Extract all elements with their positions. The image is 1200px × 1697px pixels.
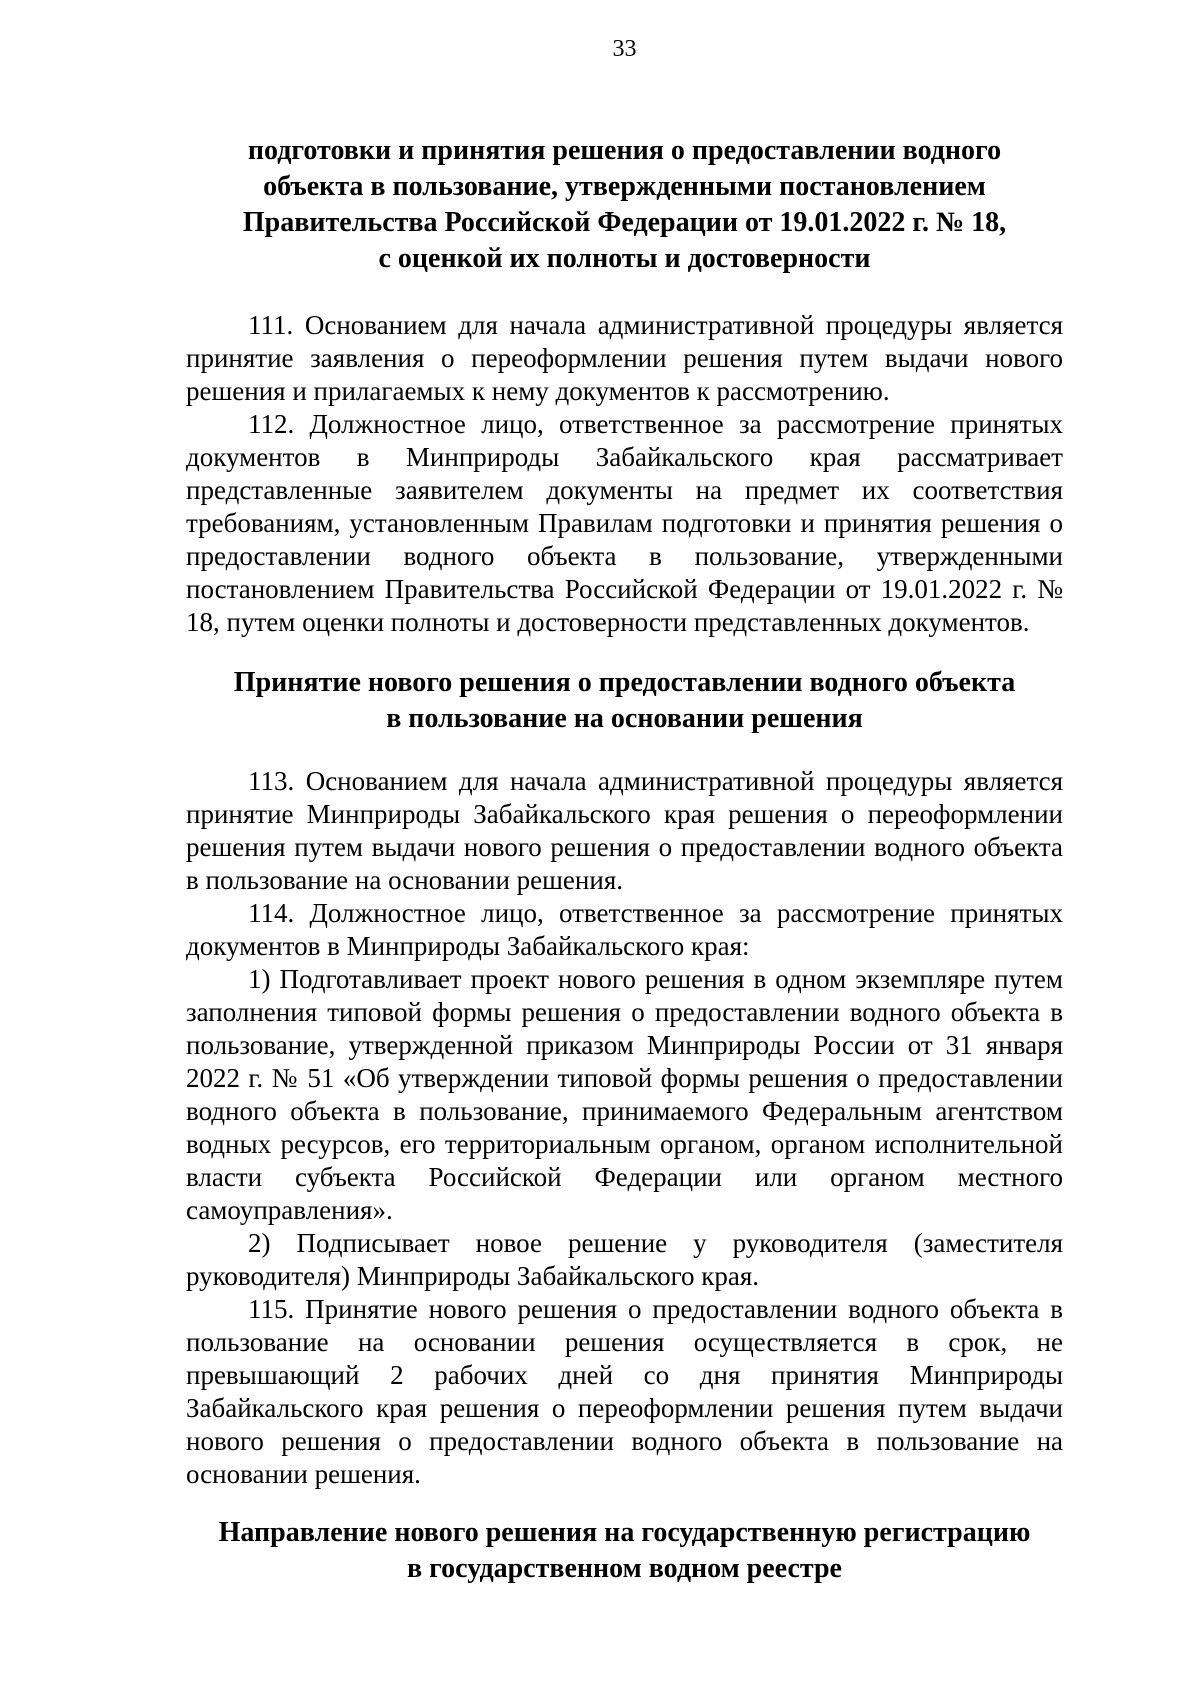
paragraph-113: 113. Основанием для начала административной процедуры является принятие Минприроды Забайкальского края решения о переоформлении решения путем выдачи нового решения о предоставлении водного объекта в пользование на основании решения. [186, 766, 1063, 895]
paragraph-114-item-2: 2) Подписывает новое решение у руководителя (заместителя руководителя) Минприроды Забайкальского края. [186, 1228, 1063, 1291]
section-heading-rules-continuation [186, 133, 1063, 277]
heading-line: с оценкой их полноты и достоверности [378, 243, 871, 274]
section-heading-new-decision [186, 665, 1063, 737]
page-number: 33 [612, 36, 637, 62]
paragraph-115: 115. Принятие нового решения о предоставлении водного объекта в пользование на основании решения осуществляется в срок, не превышающий 2 рабочих дней со дня принятия Минприроды Забайкальского края решения о переоформлении решения путем выдачи нового решения о предоставлении водного объекта в пользование на основании решения. [186, 1294, 1063, 1489]
heading-line: Принятие нового решения о предоставлении водного объекта [233, 667, 1016, 698]
paragraph-114: 114. Должностное лицо, ответственное за рассмотрение принятых документов в Минприроды Забайкальского края: [186, 898, 1063, 961]
heading-line: объекта в пользование, утвержденными постановлением [263, 171, 986, 202]
paragraph-111: 111. Основанием для начала административной процедуры является принятие заявления о переоформлении решения путем выдачи нового решения и прилагаемых к нему документов к рассмотрению. [186, 310, 1063, 406]
paragraph-114-item-1: 1) Подготавливает проект нового решения в одном экземпляре путем заполнения типовой формы решения о предоставлении водного объекта в пользование, утвержденной приказом Минприроды России от 31 января 2022 г. № 51 «Об утверждении типовой формы решения о предоставлении водного объекта в пользование, принимаемого Федеральным агентством водных ресурсов, его территориальным органом, органом исполнительной власти субъекта Российской Федерации или органом местного самоуправления». [186, 964, 1063, 1225]
heading-line: в государственном водном реестре [407, 1553, 842, 1584]
paragraph-112: 112. Должностное лицо, ответственное за рассмотрение принятых документов в Минприроды Забайкальского края рассматривает представленные заявителем документы на предмет их соответствия требованиям, установленным Правилам подготовки и принятия решения о предоставлении водного объекта в пользование, утвержденными постановлением Правительства Российской Федерации от 19.01.2022 г. № 18, путем оценки полноты и достоверности представленных документов. [186, 409, 1063, 637]
heading-line: Правительства Российской Федерации от 19.01.2022 г. № 18, [242, 207, 1007, 238]
heading-line: Направление нового решения на государственную регистрацию [218, 1517, 1031, 1548]
heading-line: в пользование на основании решения [386, 703, 863, 734]
section-heading-state-registration [186, 1515, 1063, 1587]
heading-line: подготовки и принятия решения о предоставлении водного [247, 135, 1002, 166]
